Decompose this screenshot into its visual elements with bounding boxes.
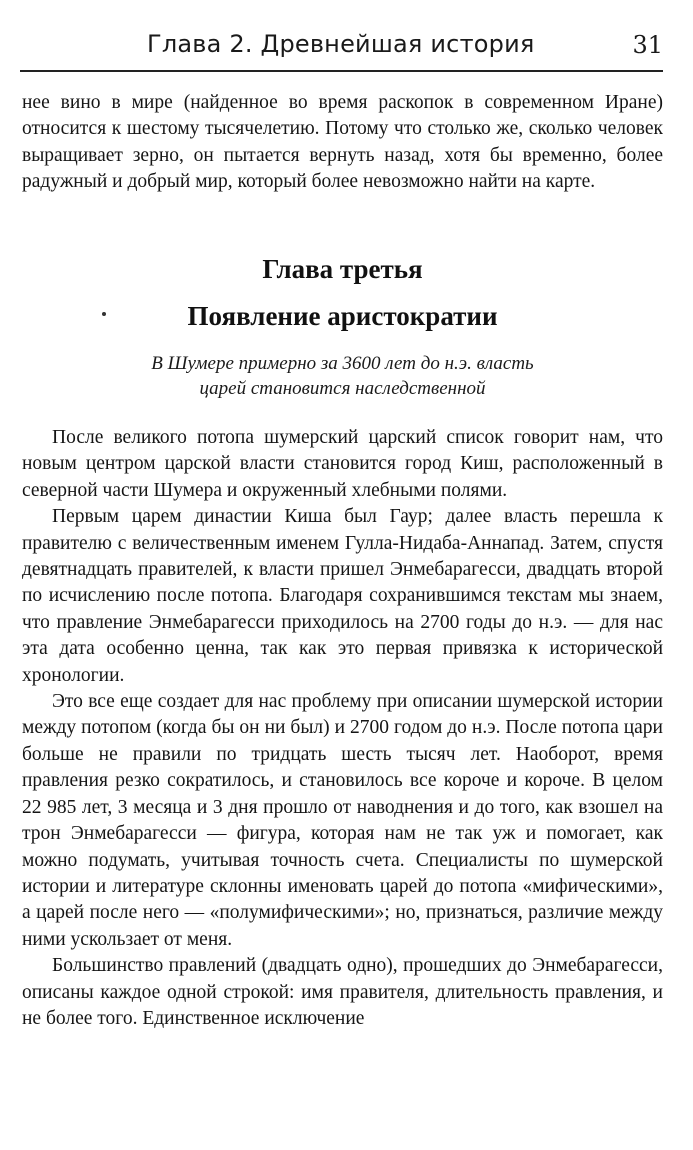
chapter-title: Появление аристократии [187,301,498,331]
chapter-epigraph [22,351,663,401]
page-number: 31 [632,31,663,59]
epigraph-line-1: В Шумере примерно за 3600 лет до н.э. власть [151,353,534,374]
main-text [22,425,663,1032]
chapter-label: Глава третья [262,254,423,284]
continuation-text [22,90,663,196]
header-rule [20,70,663,72]
paragraph-3: Это все еще создает для нас проблему при описании шумерской истории между потопом (когда бы он ни был) и 2700 годом до н.э. После потопа цари больше не правили по тридцать шесть тысяч лет. Наоборот, время правления резко сократилось, и становилось все короче и короче. В целом 22 985 лет, 3 месяца и 3 дня прошло от наводнения и до того, как взошел на трон Энмебарагесси — фигура, которая нам не так уж и помогает, как можно подумать, учитывая точность счета. Специалисты по шумерской истории и литературе склонны именовать царей до потопа «мифическими», а царей после него — «полумифическими»; но, признаться, различие между ними ускользает от меня. [22,691,663,950]
running-header [22,22,663,68]
continuation-paragraph: нее вино в мире (найденное во время раскопок в современном Иране) относится к шестому тысячелетию. Потому что столько же, сколько человек выращивает зерно, он пытается вернуть назад, хотя бы временно, более радужный и добрый мир, который более невозможно найти на карте. [22,92,663,193]
paragraph-2: Первым царем династии Киша был Гаур; далее власть перешла к правителю с величественным именем Гулла-Нидаба-Аннапад. Затем, спустя девятнадцать правителей, к власти пришел Энмебарагесси, двадцать второй по исчислению после потопа. Благодаря сохранившимся текстам мы знаем, что правление Энмебарагесси приходилось на 2700 годы до н.э. — для нас эта дата особенно ценна, так как это первая привязка к исторической хронологии. [22,506,663,686]
running-header-title: Глава 2. Древнейшая история [147,30,535,58]
paragraph-4: Большинство правлений (двадцать одно), прошедших до Энмебарагесси, описаны каждое одной строкой: имя правителя, длительность правления, и не более того. Единственное исключение [22,955,663,1029]
epigraph-line-2: царей становится наследственной [199,378,486,399]
paragraph-1: После великого потопа шумерский царский список говорит нам, что новым центром царской власти становится город Киш, расположенный в северной части Шумера и окруженный хлебными полями. [22,427,663,501]
